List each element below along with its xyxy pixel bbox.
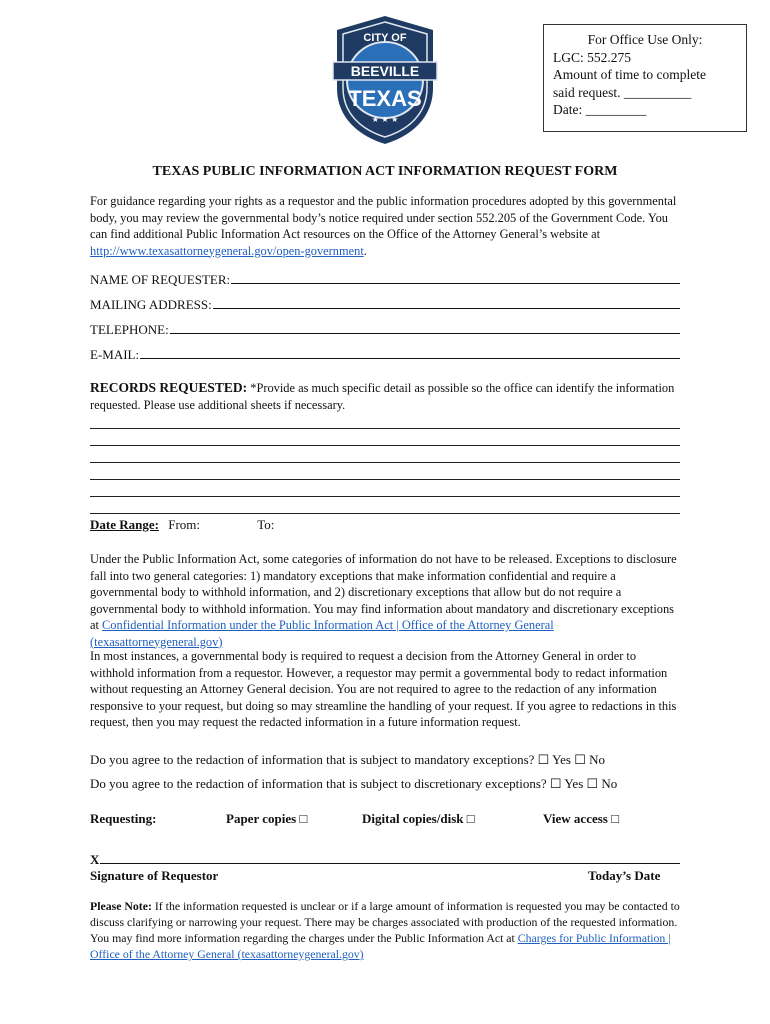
telephone-field[interactable] <box>90 322 680 338</box>
mandatory-question <box>90 752 605 768</box>
office-use-heading: For Office Use Only: <box>587 32 703 47</box>
mandatory-question-text: Do you agree to the redaction of information that is subject to mandatory exceptions? <box>90 752 535 767</box>
discretionary-question-text: Do you agree to the redaction of information that is subject to discretionary exceptions? <box>90 776 547 791</box>
mandatory-no-checkbox[interactable]: ☐ No <box>574 752 606 767</box>
address-field[interactable] <box>90 297 680 313</box>
exceptions-paragraph <box>90 551 682 650</box>
guidance-link[interactable]: http://www.texasattorneygeneral.gov/open-government <box>90 243 364 258</box>
name-input-line[interactable] <box>231 272 680 284</box>
discretionary-yes-checkbox[interactable]: ☐ Yes <box>549 776 584 791</box>
city-seal-logo <box>329 14 441 146</box>
name-label: NAME OF REQUESTER: <box>90 272 231 287</box>
seal-top-text: CITY OF <box>363 32 407 44</box>
signature-x: X <box>90 852 100 867</box>
discretionary-no-checkbox[interactable]: ☐ No <box>586 776 618 791</box>
requesting-label: Requesting: <box>90 811 157 826</box>
office-use-box <box>543 24 747 132</box>
note-paragraph <box>90 898 682 962</box>
seal-stars: ★ ★ ★ <box>371 115 399 124</box>
office-lgc: LGC: 552.275 <box>553 49 632 65</box>
office-time-line2: said request. __________ <box>553 84 692 100</box>
charges-link[interactable]: Charges for Public Information | Office of the Attorney General (texasattorneygeneral.gov) <box>90 931 671 961</box>
redaction-paragraph: In most instances, a governmental body is required to request a decision from the Attorney General in order to withhold information from a requestor. However, a requestor may permit a governmental body to redact information without requesting an Attorney General decision. You are not required to agree to the redaction of any information responsive to your request, but doing so may streamline the handling of your request. If you agree to redactions in this request, then you may request the redacted information in a future information request. <box>90 649 677 729</box>
date-range-label: Date Range: <box>90 517 159 532</box>
address-label: MAILING ADDRESS: <box>90 297 212 312</box>
digital-copies-checkbox[interactable]: Digital copies/disk □ <box>362 811 475 826</box>
mandatory-yes-checkbox[interactable]: ☐ Yes <box>537 752 571 767</box>
guidance-text: For guidance regarding your rights as a requestor and the public information procedures adopted by this governmental body, you may review the governmental body’s notice required under section 552.205 of the Government Code. You can find additional Public Information Act resources on the Office of the Attorney General’s website at <box>90 194 677 241</box>
guidance-paragraph <box>90 193 682 259</box>
address-input-line[interactable] <box>213 297 680 309</box>
signature-label: Signature of Requestor <box>90 868 219 883</box>
records-line[interactable] <box>90 428 680 429</box>
records-line[interactable] <box>90 513 680 514</box>
date-from-label[interactable]: From: <box>168 517 201 532</box>
records-note: *Provide as much specific detail as possible so the office can identify the information requested. Please use additional sheets if necessary. <box>90 381 675 412</box>
exceptions-link[interactable]: Confidential Information under the Public Information Act | Office of the Attorney General (texasattorneygeneral.gov) <box>90 618 554 649</box>
note-label: Please Note: <box>90 899 152 913</box>
paper-copies-checkbox[interactable]: Paper copies □ <box>226 811 308 826</box>
note-text: If the information requested is unclear or if a large amount of information is requested you may be contacted to discuss clarifying or narrowing your request. There may be charges associated with production of the requested information. You may find more information regarding the charges under the Public Information Act at <box>90 899 680 945</box>
signature-line[interactable] <box>90 852 680 868</box>
records-line[interactable] <box>90 479 680 480</box>
records-label: RECORDS REQUESTED: <box>90 380 248 395</box>
email-field[interactable] <box>90 347 680 363</box>
form-title: TEXAS PUBLIC INFORMATION ACT INFORMATION REQUEST FORM <box>152 164 618 179</box>
date-to-label[interactable]: To: <box>257 517 275 532</box>
view-access-checkbox[interactable]: View access □ <box>543 811 619 826</box>
seal-name: BEEVILLE <box>350 63 420 79</box>
telephone-input-line[interactable] <box>170 322 680 334</box>
records-line[interactable] <box>90 445 680 446</box>
discretionary-question <box>90 776 617 792</box>
signature-input-line[interactable] <box>100 854 680 864</box>
email-input-line[interactable] <box>140 347 680 359</box>
date-range <box>90 517 274 533</box>
records-line[interactable] <box>90 462 680 463</box>
guidance-end: . <box>363 243 367 258</box>
records-line[interactable] <box>90 496 680 497</box>
name-field[interactable] <box>90 272 680 288</box>
records-requested-heading <box>90 380 682 413</box>
exceptions-text: Under the Public Information Act, some categories of information do not have to be released. Exceptions to disclosure fall into two general categories: 1) mandatory exceptions that make information confidential and require a governmental body to withhold information, and 2) discretionary exceptions that allow but do not require a governmental body to withhold information. You may find information about mandatory and discretionary exceptions at <box>90 552 677 632</box>
email-label: E-MAIL: <box>90 347 140 362</box>
telephone-label: TELEPHONE: <box>90 322 169 337</box>
office-date: Date: _________ <box>553 102 647 117</box>
seal-state: TEXAS <box>348 86 422 111</box>
todays-date-label: Today’s Date <box>588 868 661 883</box>
office-time-line1: Amount of time to complete <box>553 67 706 82</box>
